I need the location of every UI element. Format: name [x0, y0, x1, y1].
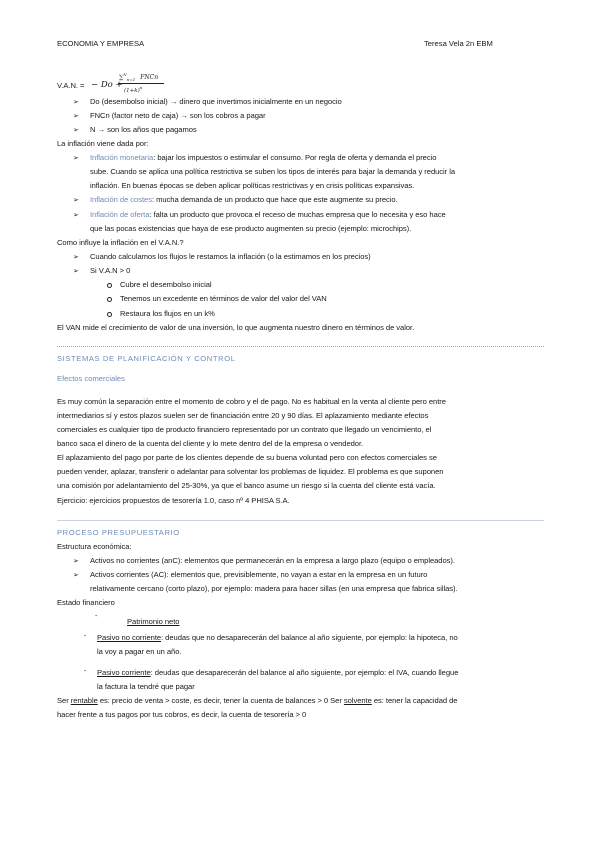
budget-item: Activos corrientes (AC): elementos que, previsiblemente, no vayan a estar en la empresa en un futuro — [90, 570, 428, 579]
inflation-costes — [90, 195, 398, 205]
inflation-intro: La inflación viene dada por: — [57, 139, 149, 148]
formula-lhs: V.A.N. = — [57, 81, 85, 90]
rentable-term: rentable — [70, 696, 98, 705]
van-closing: El VAN mide el crecimiento de valor de una inversión, lo que augmenta nuestro dinero en términos de valor. — [57, 323, 415, 332]
inflation-text: : falta un producto que provoca el receso de muchas empresa que lo necesita y eso hace — [149, 210, 446, 219]
arrow-bullet-icon: ➢ — [73, 268, 79, 275]
how-item: Cuando calculamos los flujos le restamos la inflación (o la estimamos en los precios) — [90, 252, 371, 261]
inflation-text: que las pocas existencias que haya de ese producto augmenten su precio (ejemplo: microchips). — [90, 224, 412, 233]
arrow-bullet-icon: ➢ — [73, 127, 79, 134]
inflation-text: : mucha demanda de un producto que hace que este augmente su precio. — [151, 195, 398, 204]
denom-exponent: n — [139, 85, 143, 90]
section-divider — [57, 346, 544, 347]
pasivo-text: : deudas que no desaparecerán del balance al año siguiente, por ejemplo: la hipoteca, no — [161, 633, 458, 642]
formula-numerator: FNCn — [140, 74, 159, 81]
budget-item: Activos no corrientes (anC): elementos que permanecerán en la empresa a largo plazo (equipo o empleados). — [90, 556, 455, 565]
arrow-bullet-icon: ➢ — [73, 197, 79, 204]
arrow-bullet-icon: ➢ — [73, 212, 79, 219]
dash-bullet-icon: - — [95, 613, 98, 620]
financial-heading: Estado financiero — [57, 598, 115, 607]
pasivo-term: Pasivo corriente — [97, 668, 151, 677]
section-title: SISTEMAS DE PLANIFICACIÓN Y CONTROL — [57, 354, 236, 363]
sub-item: Restaura los flujos en un k% — [120, 309, 215, 318]
circle-bullet-icon — [107, 297, 112, 302]
patrimonio-neto: Patrimonio neto — [127, 617, 180, 626]
arrow-bullet-icon: ➢ — [73, 572, 79, 579]
how-item: Si V.A.N > 0 — [90, 266, 131, 275]
solvente-term: solvente — [343, 696, 372, 705]
arrow-bullet-icon: ➢ — [73, 558, 79, 565]
inflation-text: : bajar los impuestos o estimular el consumo. Por regla de oferta y demanda el precio — [153, 153, 437, 162]
inflation-text: sube. Cuando se aplica una política restrictiva se suben los tipos de interés para bajar la demanda y reducir la — [90, 167, 456, 176]
inflation-term: Inflación de oferta — [90, 210, 150, 219]
pasivo-text: la voy a pagar en un año. — [97, 647, 182, 656]
circle-bullet-icon — [107, 312, 112, 317]
header-left: ECONOMIA Y EMPRESA — [57, 39, 145, 48]
arrow-bullet-icon: ➢ — [73, 254, 79, 261]
dash-bullet-icon: - — [84, 668, 87, 675]
section-subtitle: Efectos comerciales — [57, 374, 125, 383]
inflation-monetaria — [90, 153, 436, 163]
inflation-text: inflación. En buenas épocas se deben aplicar políticas restrictivas y en crisis políticas expansivas. — [90, 181, 415, 190]
dash-bullet-icon: - — [84, 633, 87, 640]
paragraph-line: banco saca el dinero de la cuenta del cliente y lo mete dentro del de la empresa o vendedor. — [57, 439, 364, 448]
pasivo-text: : deudas que desaparecerán del balance al año siguiente, por ejemplo: el IVA, cuando llegue — [150, 668, 459, 677]
van-bullet: N → son los años que pagamos — [90, 125, 197, 134]
paragraph-line: comerciales es cualquier tipo de producto financiero representado por un contrato que llegado un vencimiento, el — [57, 425, 432, 434]
inflation-term: Inflación de costes — [90, 195, 152, 204]
paragraph-line: pueden vender, aplazar, transferir o adelantar para solventar los problemas de liquidez. El problema es que suponen — [57, 467, 444, 476]
rentable-solvente-line — [57, 696, 457, 706]
van-bullet: Do (desembolso inicial) → dinero que invertimos inicialmente en un negocio — [90, 97, 342, 106]
van-bullet: FNCn (factor neto de caja) → son los cobros a pagar — [90, 111, 266, 120]
sum-top-limit: N — [123, 72, 127, 77]
formula-rhs-lead: − Do + — [91, 80, 123, 90]
final-text: es: tener la capacidad de — [371, 696, 458, 705]
sub-item: Tenemos un excedente en términos de valor del valor del VAN — [120, 294, 327, 303]
denom-base: (1+k) — [124, 87, 140, 94]
final-line: hacer frente a tus pagos por tus cobros, es decir, la cuenta de tesorería > 0 — [57, 710, 307, 719]
inflation-how: Como influye la inflación en el V.A.N.? — [57, 238, 184, 247]
paragraph-line: El aplazamiento del pago por parte de los clientes depende de su buena voluntad pero con efectos comerciales se — [57, 453, 437, 462]
pasivo-term: Pasivo no corriente — [97, 633, 162, 642]
sum-bottom-limit: n=1 — [126, 77, 136, 83]
arrow-bullet-icon: ➢ — [73, 99, 79, 106]
section-divider — [57, 520, 544, 521]
paragraph-line: Es muy común la separación entre el momento de cobro y el de pago. No es habitual en la venta al cliente pero entre — [57, 397, 446, 406]
fraction-bar — [118, 83, 164, 84]
budget-structure: Estructura económica: — [57, 542, 132, 551]
final-text: Ser — [57, 696, 71, 705]
paragraph-line: intermediarios sí y estos plazos suelen ser de financiación entre 20 y 90 días. El aplazamiento mediante efectos — [57, 411, 429, 420]
inflation-oferta — [90, 210, 446, 220]
circle-bullet-icon — [107, 283, 112, 288]
arrow-bullet-icon: ➢ — [73, 113, 79, 120]
arrow-bullet-icon: ➢ — [73, 155, 79, 162]
pasivo-no-corriente — [97, 633, 458, 643]
formula-denominator — [124, 85, 142, 94]
budget-item: relativamente cercano (corto plazo), por ejemplo: madera para hacer sillas (en una empresa que fabrica sillas). — [90, 584, 458, 593]
section-title: PROCESO PRESUPUESTARIO — [57, 528, 180, 537]
final-text: es: precio de venta > coste, es decir, tener la cuenta de balances > 0 Ser — [97, 696, 344, 705]
sum-symbol: ∑ — [119, 74, 124, 81]
inflation-term: Inflación monetaria — [90, 153, 154, 162]
header-right: Teresa Vela 2n EBM — [424, 39, 493, 48]
pasivo-text: la factura la tendré que pagar — [97, 682, 195, 691]
pasivo-corriente — [97, 668, 458, 678]
paragraph-line: una comisión por adelantamiento del 25-30%, ya que el banco asume un riesgo si la cuenta del cliente está vacía. — [57, 481, 436, 490]
formula-sum — [119, 72, 158, 82]
sub-item: Cubre el desembolso inicial — [120, 280, 212, 289]
paragraph-line: Ejercicio: ejercicios propuestos de tesorería 1.0, caso nº 4 PHISA S.A. — [57, 496, 290, 505]
